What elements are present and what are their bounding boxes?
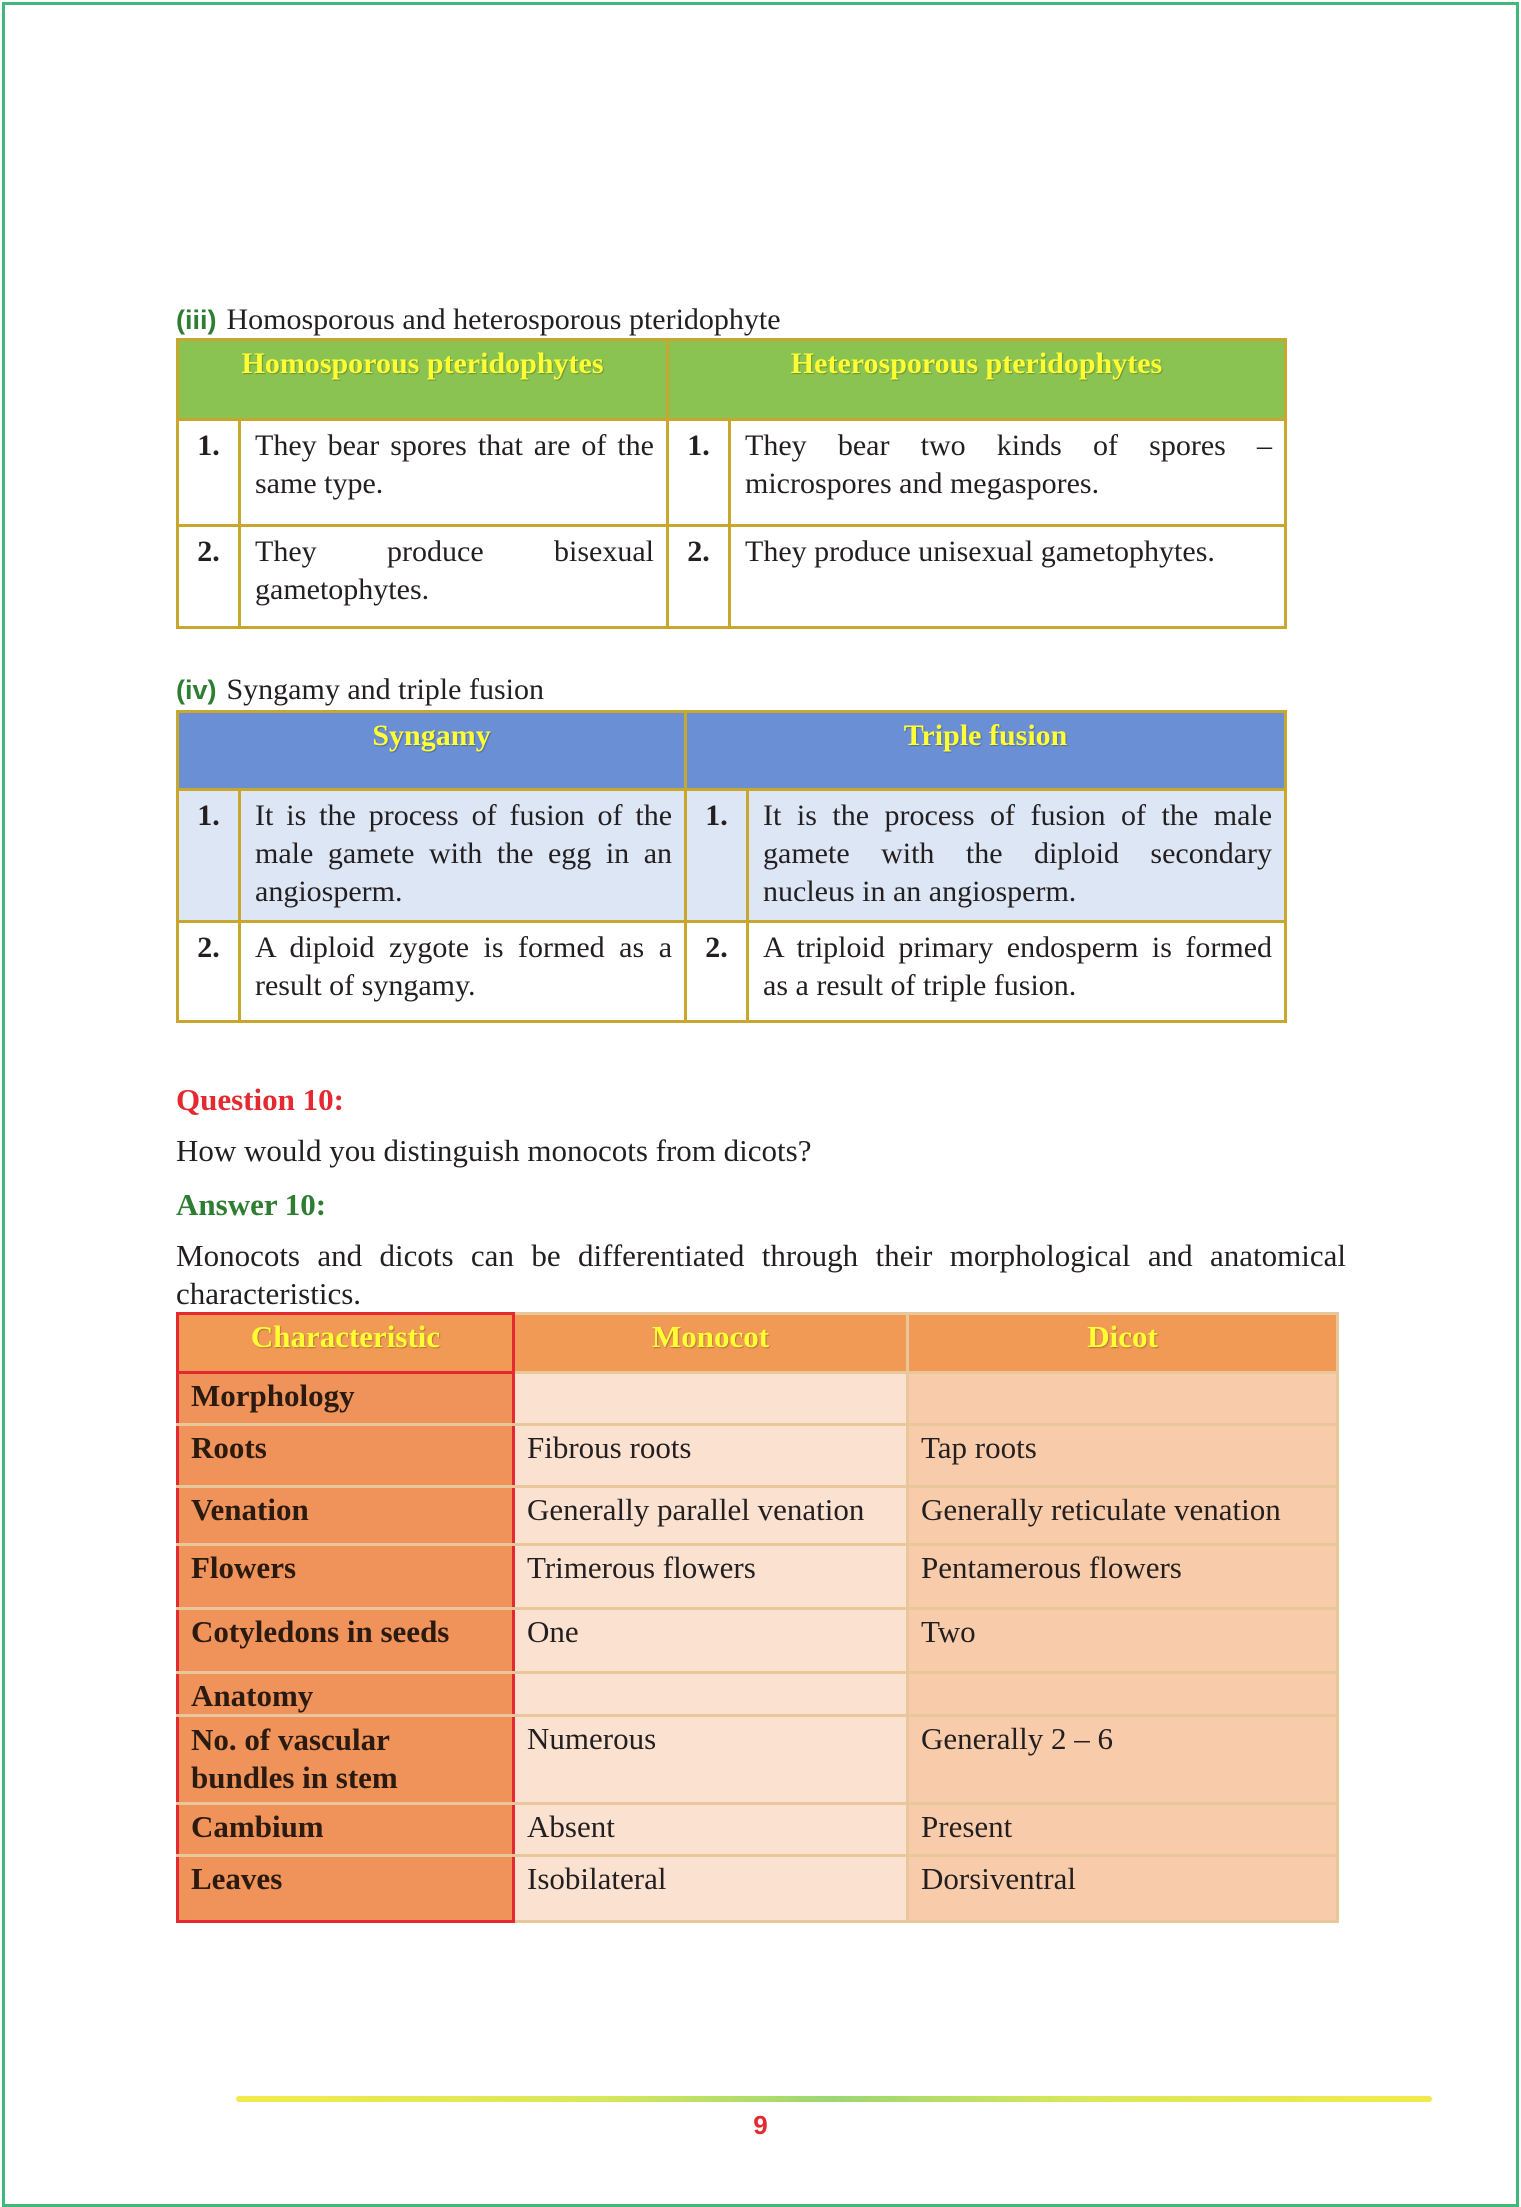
header-dicot: Dicot (908, 1314, 1338, 1373)
dicot-cell: Generally 2 – 6 (908, 1716, 1338, 1804)
characteristic-cell: Cotyledons in seeds (178, 1609, 514, 1673)
characteristic-cell: Leaves (178, 1856, 514, 1922)
dicot-cell: Pentamerous flowers (908, 1545, 1338, 1609)
monocot-dicot-table (176, 1312, 1339, 1923)
question-label: Question 10: (176, 1082, 344, 1117)
header-triple-fusion: Triple fusion (686, 712, 1286, 790)
heterosporous-point: They produce unisexual gametophytes. (730, 526, 1286, 628)
page-number: 9 (753, 2110, 768, 2140)
header-characteristic: Characteristic (178, 1314, 514, 1373)
characteristic-cell: Anatomy (178, 1673, 514, 1716)
heterosporous-point: They bear two kinds of spores – microspores and megaspores. (730, 420, 1286, 526)
header-heterosporous: Heterosporous pteridophytes (668, 340, 1286, 420)
dicot-cell: Tap roots (908, 1425, 1338, 1487)
monocot-cell: Trimerous flowers (514, 1545, 908, 1609)
row-number: 2. (178, 922, 240, 1022)
dicot-cell (908, 1673, 1338, 1716)
dicot-cell: Two (908, 1609, 1338, 1673)
row-number: 1. (686, 790, 748, 922)
header-syngamy: Syngamy (178, 712, 686, 790)
dicot-cell (908, 1373, 1338, 1425)
syngamy-point: It is the process of fusion of the male gamete with the egg in an angiosperm. (240, 790, 686, 922)
monocot-cell: Fibrous roots (514, 1425, 908, 1487)
section-iii-number: (iii) (176, 305, 217, 335)
monocot-cell: Isobilateral (514, 1856, 908, 1922)
triple-fusion-point: A triploid primary endosperm is formed as a result of triple fusion. (748, 922, 1286, 1022)
characteristic-cell: No. of vascular bundles in stem (178, 1716, 514, 1804)
section-iii-title: Homosporous and heterosporous pteridophyte (226, 303, 781, 336)
row-number: 1. (178, 420, 240, 526)
monocot-cell: Absent (514, 1804, 908, 1856)
row-number: 2. (686, 922, 748, 1022)
homosporous-point: They bear spores that are of the same type. (240, 420, 668, 526)
header-monocot: Monocot (514, 1314, 908, 1373)
dicot-cell: Present (908, 1804, 1338, 1856)
row-number: 1. (178, 790, 240, 922)
homosporous-point: They produce bisexual gametophytes. (240, 526, 668, 628)
triple-fusion-point: It is the process of fusion of the male gamete with the diploid secondary nucleus in an angiosperm. (748, 790, 1286, 922)
section-iv-number: (iv) (176, 675, 217, 705)
monocot-cell (514, 1373, 908, 1425)
dicot-cell: Generally reticulate venation (908, 1487, 1338, 1545)
answer-label: Answer 10: (176, 1187, 327, 1222)
characteristic-cell: Morphology (178, 1373, 514, 1425)
characteristic-cell: Venation (178, 1487, 514, 1545)
monocot-cell (514, 1673, 908, 1716)
section-iv-heading (176, 672, 544, 708)
footer-rule (236, 2096, 1432, 2102)
row-number: 2. (668, 526, 730, 628)
syngamy-point: A diploid zygote is formed as a result of syngamy. (240, 922, 686, 1022)
characteristic-cell: Cambium (178, 1804, 514, 1856)
row-number: 2. (178, 526, 240, 628)
monocot-cell: One (514, 1609, 908, 1673)
monocot-cell: Generally parallel venation (514, 1487, 908, 1545)
characteristic-cell: Flowers (178, 1545, 514, 1609)
question-text: How would you distinguish monocots from dicots? (176, 1133, 812, 1168)
section-iii-heading (176, 302, 781, 338)
dicot-cell: Dorsiventral (908, 1856, 1338, 1922)
section-iv-title: Syngamy and triple fusion (226, 673, 544, 706)
characteristic-cell: Roots (178, 1425, 514, 1487)
answer-text: Monocots and dicots can be differentiated through their morphological and anatomical characteristics. (176, 1238, 1346, 1311)
row-number: 1. (668, 420, 730, 526)
pteridophyte-table (176, 338, 1287, 629)
header-homosporous: Homosporous pteridophytes (178, 340, 668, 420)
syngamy-table (176, 710, 1287, 1023)
monocot-cell: Numerous (514, 1716, 908, 1804)
